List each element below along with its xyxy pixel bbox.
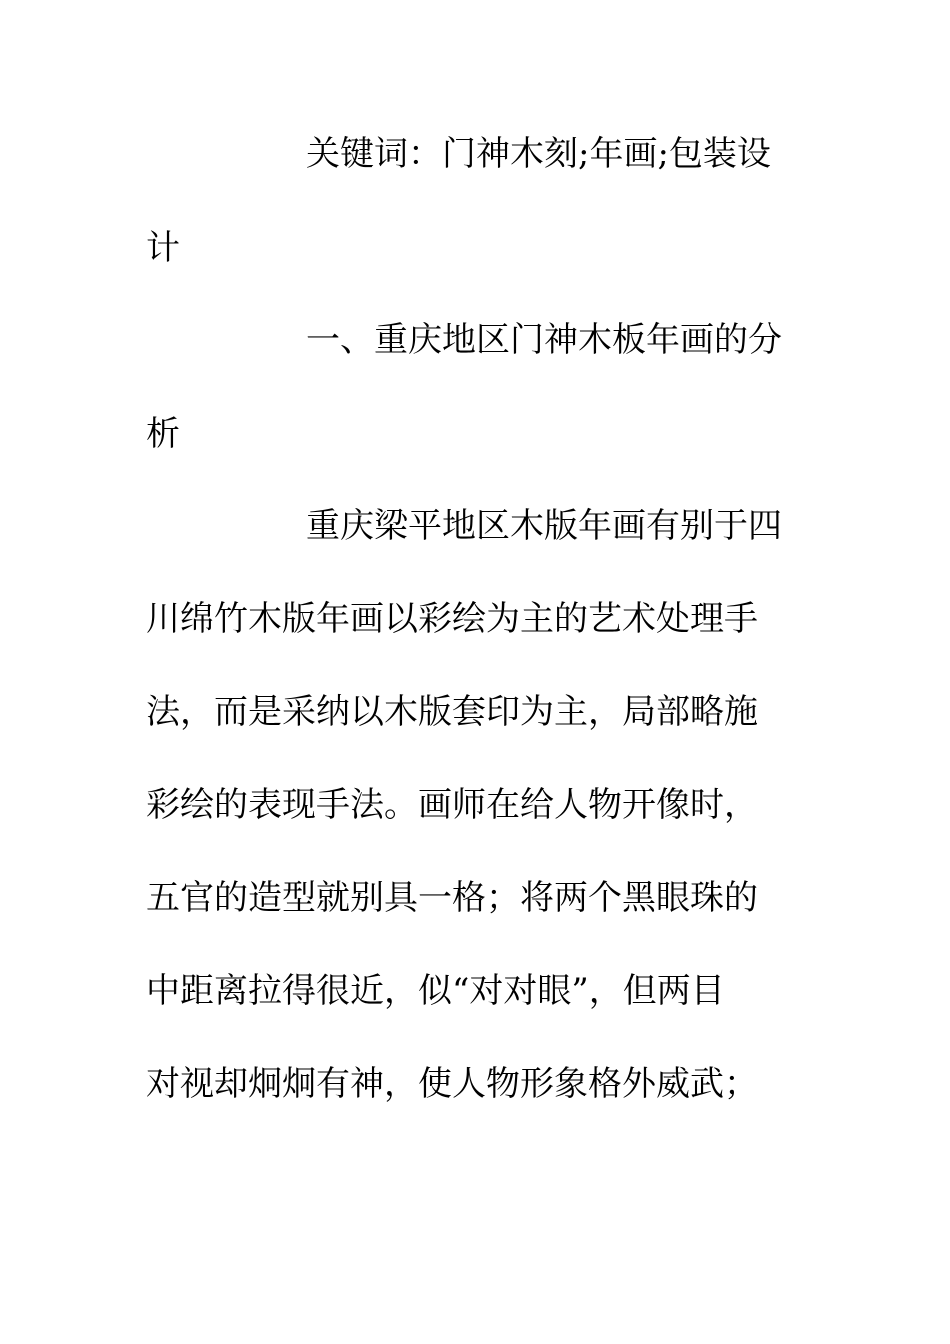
paragraph-line: 法，而是采纳以木版套印为主，局部略施 <box>146 692 758 732</box>
keywords-line: 关键词：门神木刻;年画;包装设 <box>306 134 771 174</box>
paragraph-line: 对视却炯炯有神，使人物形象格外威武； <box>146 1064 758 1104</box>
paragraph-line: 彩绘的表现手法。画师在给人物开像时， <box>146 785 758 825</box>
paragraph-line: 五官的造型就别具一格；将两个黑眼珠的 <box>146 878 758 918</box>
section-heading-continuation: 析 <box>146 414 180 454</box>
paragraph-line: 中距离拉得很近，似“对对眼”，但两目 <box>146 971 725 1011</box>
paragraph-line: 川绵竹木版年画以彩绘为主的艺术处理手 <box>146 599 758 639</box>
paragraph-line: 重庆梁平地区木版年画有别于四 <box>306 506 782 546</box>
keywords-line-continuation: 计 <box>146 228 180 268</box>
section-heading: 一、重庆地区门神木板年画的分 <box>306 320 782 360</box>
